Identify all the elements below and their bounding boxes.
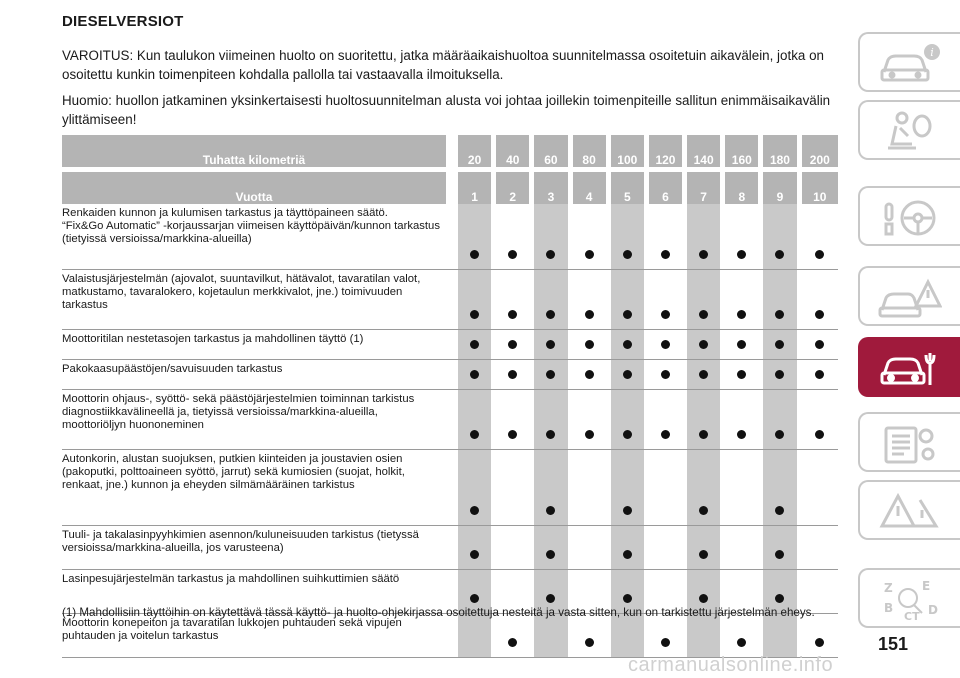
scheduled-dot-icon [699,430,708,439]
interval-cell [573,390,606,450]
year-header-1: 1 [458,172,491,204]
km-header-80: 80 [573,135,606,167]
operation-description: Moottoritilan nestetasojen tarkastus ja mahdollinen täyttö (1) [62,330,446,360]
interval-cell [687,450,720,526]
svg-text:CT: CT [904,610,920,622]
interval-cell [534,450,567,526]
year-header-6: 6 [649,172,682,204]
scheduled-dot-icon [508,310,517,319]
interval-cell [458,270,491,330]
interval-cell [496,270,529,330]
interval-cell [496,360,529,390]
year-header-4: 4 [573,172,606,204]
interval-cell [573,450,606,526]
scheduled-dot-icon [699,340,708,349]
km-header-20: 20 [458,135,491,167]
scheduled-dot-icon [623,250,632,259]
interval-cell [458,360,491,390]
chapter-tab-alphabetical-index[interactable] [858,568,960,628]
interval-cell [802,270,838,330]
scheduled-dot-icon [508,638,517,647]
scheduled-dot-icon [585,430,594,439]
scheduled-dot-icon [508,250,517,259]
interval-cell [763,450,796,526]
scheduled-dot-icon [815,638,824,647]
km-header-200: 200 [802,135,838,167]
scheduled-dot-icon [661,310,670,319]
svg-text:Z: Z [884,581,893,595]
interval-cell [725,450,758,526]
page-number: 151 [877,634,909,654]
scheduled-dot-icon [775,310,784,319]
interval-cell [496,526,529,570]
schedule-row [62,526,838,570]
km-header-120: 120 [649,135,682,167]
schedule-row [62,450,838,526]
watermark: carmanualsonline.info [628,654,834,676]
svg-text:B: B [884,601,894,615]
interval-cell [802,330,838,360]
scheduled-dot-icon [470,550,479,559]
maintenance-schedule-table [62,135,838,658]
scheduled-dot-icon [623,594,632,603]
interval-cell [763,330,796,360]
year-header-7: 7 [687,172,720,204]
interval-cell [763,390,796,450]
interval-cell [725,270,758,330]
interval-cell [725,204,758,270]
scheduled-dot-icon [585,370,594,379]
interval-cell [458,204,491,270]
schedule-row [62,270,838,330]
scheduled-dot-icon [699,594,708,603]
schedule-row [62,360,838,390]
interval-cell [725,330,758,360]
interval-cell [763,204,796,270]
scheduled-dot-icon [623,430,632,439]
scheduled-dot-icon [546,550,555,559]
scheduled-dot-icon [775,430,784,439]
scheduled-dot-icon [508,370,517,379]
interval-cell [611,204,644,270]
interval-cell [802,204,838,270]
chapter-tab-airbag-seat[interactable] [858,100,960,160]
scheduled-dot-icon [815,250,824,259]
note-paragraph: Huomio: huollon jatkaminen yksinkertaisesti huoltosuunnitelman alusta voi johtaa joillekin toimenpiteille sallitun enimmäisaikavälin ylittämiseen! [62,93,831,127]
scheduled-dot-icon [699,370,708,379]
interval-cell [725,360,758,390]
interval-cell [649,330,682,360]
scheduled-dot-icon [661,430,670,439]
chapter-sidebar [858,0,960,678]
scheduled-dot-icon [470,340,479,349]
year-header-2: 2 [496,172,529,204]
chapter-tab-dashboard-controls[interactable] [858,186,960,246]
scheduled-dot-icon [815,370,824,379]
scheduled-dot-icon [585,250,594,259]
interval-cell [802,390,838,450]
scheduled-dot-icon [470,310,479,319]
interval-cell [534,270,567,330]
interval-cell [458,390,491,450]
scheduled-dot-icon [546,340,555,349]
chapter-tab-specifications[interactable] [858,412,960,472]
svg-text:E: E [922,579,931,593]
svg-text:D: D [928,603,938,617]
interval-cell [802,526,838,570]
interval-cell [611,330,644,360]
interval-cell [687,360,720,390]
year-header-3: 3 [534,172,567,204]
scheduled-dot-icon [699,506,708,515]
km-header-160: 160 [725,135,758,167]
year-header-9: 9 [763,172,796,204]
interval-cell [649,390,682,450]
scheduled-dot-icon [775,370,784,379]
km-header-140: 140 [687,135,720,167]
scheduled-dot-icon [546,370,555,379]
scheduled-dot-icon [737,370,746,379]
interval-cell [611,360,644,390]
interval-cell [534,330,567,360]
interval-cell [611,270,644,330]
scheduled-dot-icon [661,250,670,259]
scheduled-dot-icon [470,506,479,515]
interval-cell [802,360,838,390]
scheduled-dot-icon [546,250,555,259]
scheduled-dot-icon [470,250,479,259]
interval-cell [611,450,644,526]
schedule-row [62,390,838,450]
interval-cell [687,330,720,360]
interval-cell [458,330,491,360]
scheduled-dot-icon [508,340,517,349]
operation-description: Moottorin konepeiton ja tavaratilan lukkojen puhtauden sekä vipujen puhtauden ja voitelun tarkastus [62,614,446,658]
interval-cell [573,360,606,390]
km-header-60: 60 [534,135,567,167]
interval-cell [496,390,529,450]
scheduled-dot-icon [623,310,632,319]
footnote: (1) Mahdollisiin täyttöihin on käytettävä tässä käyttö- ja huolto-ohjekirjassa osoitettuja nesteitä ja vasta sitten, kun on tarkistettu järjestelmän eheys. [62,606,815,619]
interval-cell [725,526,758,570]
interval-cell [649,450,682,526]
scheduled-dot-icon [585,340,594,349]
operation-description: Lasinpesujärjestelmän tarkastus ja mahdollinen suihkuttimien säätö [62,570,446,614]
interval-cell [458,450,491,526]
interval-cell [496,330,529,360]
interval-cell [687,270,720,330]
interval-cell [573,204,606,270]
interval-cell [725,390,758,450]
scheduled-dot-icon [699,550,708,559]
year-header-8: 8 [725,172,758,204]
warning-paragraph: VAROITUS: Kun taulukon viimeinen huolto on suoritettu, jatka määräaikaishuoltoa suunnitelmassa osoitetuin aikavälein, jotka on osoitettu kunkin toimenpiteen kohdalla pallolla tai vastaavalla ilmoituksella. [62,48,824,82]
interval-cell [649,270,682,330]
scheduled-dot-icon [546,594,555,603]
schedule-row [62,330,838,360]
scheduled-dot-icon [815,340,824,349]
year-header-5: 5 [611,172,644,204]
scheduled-dot-icon [737,340,746,349]
scheduled-dot-icon [623,370,632,379]
scheduled-dot-icon [546,430,555,439]
scheduled-dot-icon [585,638,594,647]
operation-description: Renkaiden kunnon ja kulumisen tarkastus ja täyttöpaineen säätö. “Fix&Go Automatic” -korjaussarjan viimeisen käyttöpäivän/kunnon tarkastus (tietyissä versioissa/markkina-alueilla) [62,204,446,270]
scheduled-dot-icon [699,250,708,259]
interval-cell [534,526,567,570]
interval-cell [611,526,644,570]
scheduled-dot-icon [775,506,784,515]
schedule-row [62,204,838,270]
scheduled-dot-icon [815,430,824,439]
interval-cell [649,360,682,390]
year-header-label: Vuotta [62,172,446,204]
interval-cell [534,360,567,390]
scheduled-dot-icon [508,430,517,439]
interval-cell [687,204,720,270]
scheduled-dot-icon [623,506,632,515]
scheduled-dot-icon [585,310,594,319]
chapter-tab-car-crash-warning[interactable] [858,266,960,326]
scheduled-dot-icon [737,310,746,319]
scheduled-dot-icon [775,550,784,559]
operation-description: Tuuli- ja takalasinpyyhkimien asennon/kuluneisuuden tarkistus (tietyssä versioissa/markkina-alueilla, jos varusteena) [62,526,446,570]
chapter-tab-warnings[interactable] [858,480,960,540]
scheduled-dot-icon [775,340,784,349]
interval-cell [687,390,720,450]
scheduled-dot-icon [699,310,708,319]
scheduled-dot-icon [470,594,479,603]
interval-cell [534,390,567,450]
interval-cell [649,204,682,270]
interval-cell [496,450,529,526]
scheduled-dot-icon [775,250,784,259]
chapter-tab-car-info[interactable] [858,32,960,92]
km-header-180: 180 [763,135,796,167]
interval-cell [573,526,606,570]
interval-cell [496,204,529,270]
interval-cell [573,270,606,330]
scheduled-dot-icon [815,310,824,319]
scheduled-dot-icon [775,594,784,603]
scheduled-dot-icon [623,340,632,349]
svg-text:i: i [930,46,934,59]
interval-cell [649,526,682,570]
km-header-40: 40 [496,135,529,167]
scheduled-dot-icon [737,250,746,259]
operation-description: Moottorin ohjaus-, syöttö- sekä päästöjärjestelmien toiminnan tarkistus diagnostiikkavälineellä ja, tietyissä versioissa/markkina-alueilla, moottoriöljyn huononeminen [62,390,446,450]
operation-description: Valaistusjärjestelmän (ajovalot, suuntavilkut, hätävalot, tavaratilan valot, matkustamo, tavaralokero, kojetaulun merkkivalot, jne.) toimivuuden tarkastus [62,270,446,330]
interval-cell [611,390,644,450]
section-heading: DIESELVERSIOT [62,13,184,30]
year-header-10: 10 [802,172,838,204]
scheduled-dot-icon [623,550,632,559]
km-header-100: 100 [611,135,644,167]
interval-cell [763,360,796,390]
scheduled-dot-icon [470,370,479,379]
scheduled-dot-icon [546,310,555,319]
interval-cell [458,526,491,570]
operation-description: Autonkorin, alustan suojuksen, putkien kiinteiden ja joustavien osien (pakoputki, polttoaineen syöttö, jarrut) sekä kumiosien (suojat, holkit, renkaat, jne.) kunnon ja eheyden silmämääräinen tarkistus [62,450,446,526]
scheduled-dot-icon [661,340,670,349]
interval-cell [687,526,720,570]
operation-description: Pakokaasupäästöjen/savuisuuden tarkastus [62,360,446,390]
scheduled-dot-icon [470,430,479,439]
interval-cell [763,526,796,570]
km-header-label: Tuhatta kilometriä [62,135,446,167]
scheduled-dot-icon [546,506,555,515]
interval-cell [573,330,606,360]
interval-cell [802,450,838,526]
scheduled-dot-icon [737,430,746,439]
scheduled-dot-icon [661,638,670,647]
interval-cell [763,270,796,330]
scheduled-dot-icon [737,638,746,647]
chapter-tab-car-maintenance[interactable] [858,337,960,397]
interval-cell [534,204,567,270]
scheduled-dot-icon [661,370,670,379]
